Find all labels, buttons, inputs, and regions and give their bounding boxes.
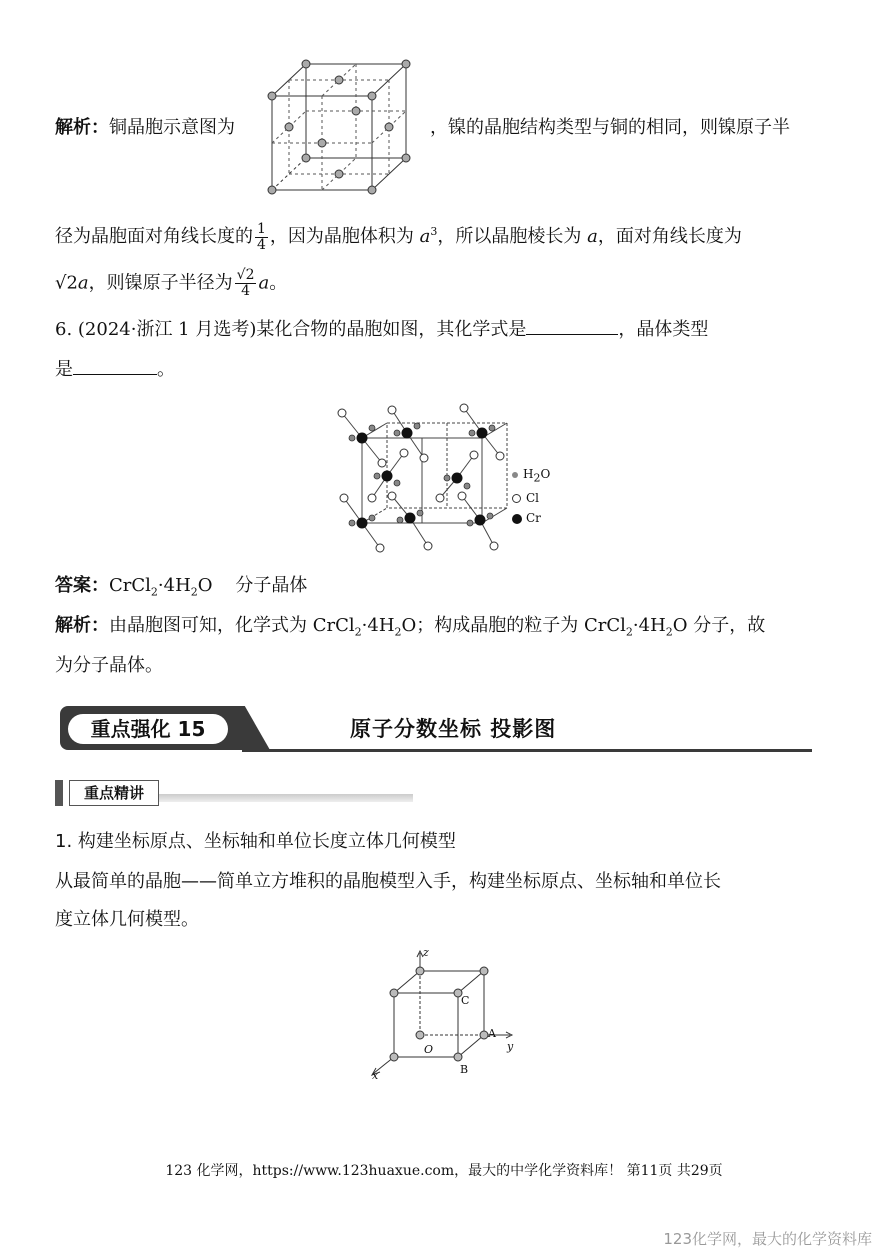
solution1-line2: 径为晶胞面对角线长度的 $\frac{1}{4}$ ，因为晶胞体积为 $a^3$，所以晶胞棱长为 a，面对角线长度为 (55, 220, 742, 253)
subsection-bar (55, 780, 63, 806)
solution-label: 解析： (55, 117, 109, 138)
solution1-line1-end: ，镍的晶胞结构类型与铜的相同，则镍原子半 (430, 117, 790, 138)
solution2-line2: 为分子晶体。 (55, 655, 163, 676)
crcl2-crystal-cell-figure (332, 398, 512, 558)
crystal-legend (512, 464, 550, 528)
legend-h2o: $H_2O$ (512, 464, 550, 488)
question6-line1: 6. (2024·浙江 1 月选考)某化合物的晶胞如图，其化学式是 ，晶体类型 (55, 316, 708, 344)
subsection-rule (159, 794, 413, 802)
solution1-line3: √2a，则镍原子半径为 $\frac{√2}{4}$ a。 (55, 267, 288, 299)
h2o-marker-icon (512, 472, 518, 478)
subsection-header (55, 780, 415, 808)
question6-line2: 是 。 (55, 356, 175, 384)
legend-cr: Cr (512, 508, 550, 528)
answer-line: 答案：$CrCl_2\cdot 4H_2O$ 分子晶体 (55, 575, 308, 599)
point-label-o: O (424, 1043, 434, 1056)
fraction-one-quarter: $\frac{1}{4}$ (257, 220, 266, 253)
axis-label-x: x (372, 1069, 379, 1082)
page-footer: 123 化学网，https://www.123huaxue.com，最大的中学化学资料库！ 第11页 共29页 (165, 1163, 723, 1179)
axis-label-y: y (507, 1040, 514, 1053)
answer-label: 答案： (55, 575, 109, 596)
cl-marker-icon (512, 494, 521, 503)
axis-label-z: z (423, 946, 429, 959)
answer-blank-formula[interactable] (526, 316, 618, 335)
fraction-root2-quarter: $\frac{√2}{4}$ (236, 267, 255, 299)
solution1-line1: 解析：铜晶胞示意图为 (55, 117, 235, 138)
point1-line2: 度立体几何模型。 (55, 909, 199, 930)
answer-blank-crystal-type[interactable] (73, 356, 157, 375)
point-label-a: A (488, 1027, 496, 1040)
coordinate-cube-figure (360, 945, 530, 1085)
legend-cl: Cl (512, 488, 550, 508)
point-label-c: C (461, 994, 470, 1007)
point-label-b: B (460, 1063, 469, 1076)
point1-heading: 1. 构建坐标原点、坐标轴和单位长度立体几何模型 (55, 831, 456, 852)
solution2-line1: 解析：由晶胞图可知，化学式为 $CrCl_2\cdot 4H_2O$；构成晶胞的粒子为 $CrCl_2\cdot 4H_2O$ 分子，故 (55, 615, 766, 639)
section-tag: 重点强化 15 (68, 714, 228, 744)
solution-label: 解析： (55, 615, 109, 636)
section-underline (242, 749, 812, 752)
section-banner (60, 706, 812, 752)
subsection-tag: 重点精讲 (69, 780, 159, 806)
watermark: 123化学网，最大的化学资料库 (663, 1230, 872, 1248)
section-title: 原子分数坐标 投影图 (350, 716, 557, 741)
cr-marker-icon (512, 514, 522, 524)
point1-line1: 从最简单的晶胞——简单立方堆积的晶胞模型入手，构建坐标原点、坐标轴和单位长 (55, 871, 721, 892)
copper-fcc-cell-figure (262, 50, 422, 200)
